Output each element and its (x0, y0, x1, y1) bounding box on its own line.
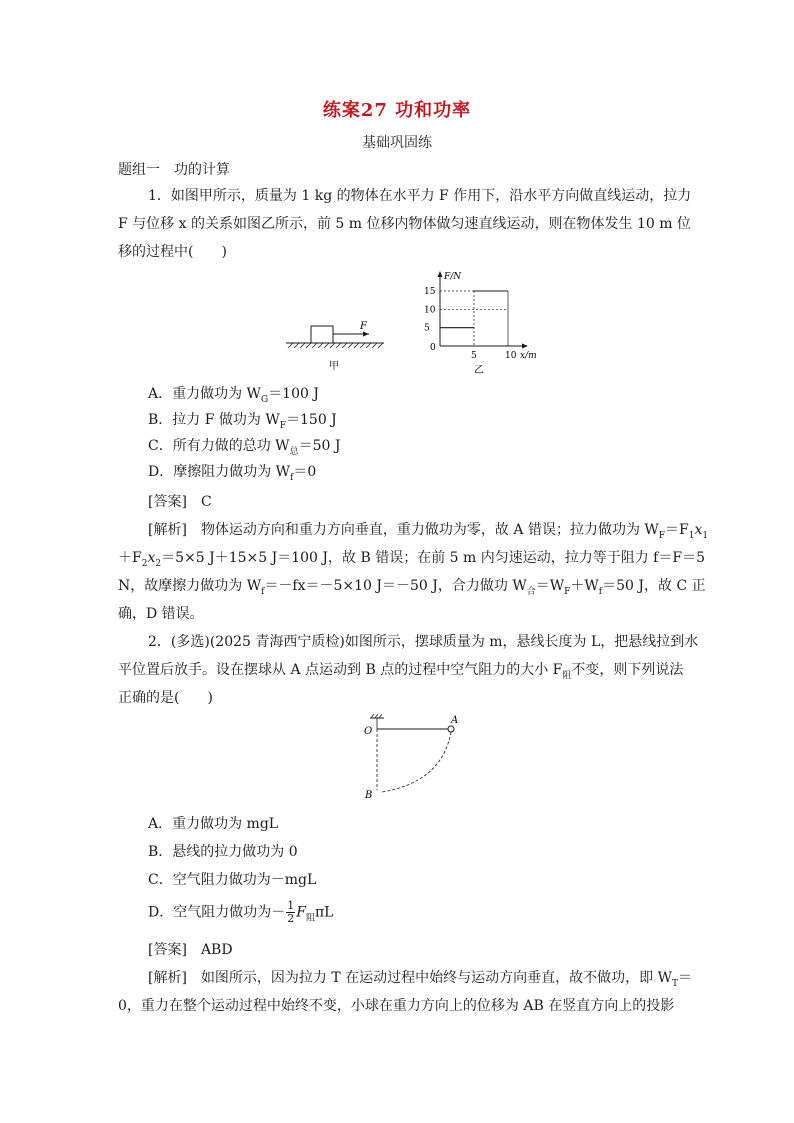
origin-label: 0 (430, 343, 436, 353)
q1-figure-yi-chart (418, 270, 538, 376)
q2-option-b[interactable]: B．悬线的拉力做功为 0 (148, 844, 298, 860)
y-tick-label: 5 (424, 323, 430, 334)
q2-text-l2-sub: 阻 (562, 670, 572, 681)
q2-pendulum-figure (362, 712, 472, 802)
q1-figure-jia (284, 312, 394, 372)
x-tick-label: 10 (505, 351, 517, 361)
q1-analysis-l3-tail: ＝－fx＝－5×10 J＝－50 J，合力做功 W (264, 578, 527, 594)
point-a-label: A (451, 715, 459, 726)
q1-option-a-tail: ＝100 J (268, 386, 319, 402)
q1-option-b-sub: F (279, 420, 286, 431)
q1-option-d-text: D．摩擦阻力做功为 W (148, 464, 291, 480)
y-axis-arrow (438, 271, 443, 277)
page-title: 练案27 功和功率 (322, 100, 472, 121)
q1-answer-value: C (200, 494, 212, 510)
q1-analysis-line-4: 确，D 错误。 (118, 606, 204, 622)
q1-option-c-tail: ＝50 J (298, 438, 341, 454)
sub-1: 1 (688, 530, 695, 541)
q1-analysis-l1-text: 物体运动方向和重力方向垂直，重力做功为零，故 A 错误；拉力做功为 W (200, 522, 659, 538)
y-tick-label: 10 (424, 305, 436, 316)
sub-F: F (658, 530, 666, 541)
q1-analysis-l3-text: N，故摩擦力做功为 W (118, 578, 262, 594)
q1-option-b[interactable] (148, 410, 337, 436)
arc-path (382, 732, 451, 792)
force-label: F (360, 321, 367, 332)
q1-option-a[interactable] (148, 384, 319, 410)
q1-analysis-line-3 (118, 576, 706, 602)
sub-f: f (261, 586, 265, 597)
q1-answer (148, 492, 212, 512)
q1-text-line-2: F 与位移 x 的关系如图乙所示，前 5 m 位移内物体做匀速直线运动，则在物体发生 10 m 位 (118, 216, 691, 232)
sub-F2: F (564, 586, 571, 597)
q1-text-line-3: 移的过程中( ) (118, 244, 227, 260)
q1-option-b-text: B．拉力 F 做功为 W (148, 412, 280, 428)
q1-option-c[interactable] (148, 436, 340, 462)
q2-analysis-l1-sub: T (672, 978, 679, 989)
q2-option-a[interactable]: A．重力做功为 mgL (148, 816, 279, 832)
sub-he: 合 (526, 586, 536, 597)
point-b-label: B (365, 790, 373, 801)
x-axis-label: x/m (520, 351, 537, 361)
q2-option-d-f: F (296, 904, 306, 921)
q1-analysis-line-1: [解析] 物体运动方向和重力方向垂直，重力做功为零，故 A 错误；拉力做功为 $W_F=F_1x_1$ (148, 522, 709, 541)
point-o-label: O (364, 726, 373, 737)
q1-analysis-line-2: $+F_2x_2=5\times 5$ J＋15×5 J＝100 J，故 B 错误；在前 5 m 内匀速运动，拉力等于阻力 f＝F＝5 (118, 550, 705, 569)
q2-option-d-text: D．空气阻力做功为－ (148, 904, 286, 921)
section-subtitle: 基础巩固练 (362, 135, 432, 151)
force-arrow-head (363, 332, 369, 337)
fraction-denominator: 2 (287, 912, 295, 925)
q2-text-l2-main: 平位置后放手。设在摆球从 A 点运动到 B 点的过程中空气阻力的大小 F (118, 662, 563, 678)
figure-jia-label: 甲 (329, 361, 339, 372)
q2-option-d-sub: 阻 (305, 913, 315, 924)
sub-1b: 1 (702, 530, 709, 541)
fraction-one-half (286, 900, 295, 925)
figure-yi-label: 乙 (474, 365, 484, 376)
q2-analysis-tag: [解析] (148, 970, 187, 986)
block-shape (311, 326, 333, 343)
q2-text-line-2 (118, 660, 684, 686)
q1-analysis-l3-tail2: ＝W (535, 578, 565, 594)
q1-option-a-text: A．重力做功为 W (148, 386, 261, 402)
q2-answer-value: ABD (200, 942, 233, 958)
x-axis-arrow (522, 344, 528, 349)
q2-answer-tag: [答案] (148, 942, 187, 958)
q1-analysis-l3-tail4: ＝50 J，故 C 正 (602, 578, 706, 594)
q2-option-d[interactable] (148, 900, 333, 928)
q1-option-d-tail: ＝0 (293, 464, 317, 480)
sub-2: 2 (141, 558, 148, 569)
ceiling-hatch (371, 714, 382, 718)
q2-text-l2-tail: 不变，则下列说法 (571, 662, 684, 678)
q2-analysis-line-2: 0，重力在整个运动过程中始终不变，小球在重力方向上的位移为 AB 在竖直方向上的投影 (118, 998, 675, 1014)
y-tick-label: 15 (424, 287, 436, 297)
q1-option-c-text: C．所有力做的总功 W (148, 438, 290, 454)
q2-option-d-end: πL (314, 904, 334, 921)
q1-option-d[interactable] (148, 462, 316, 488)
x-tick-label: 5 (471, 351, 477, 361)
q2-text-line-1: 2．(多选)(2025 青海西宁质检)如图所示，摆球质量为 m，悬线长度为 L，把悬线拉到水 (148, 634, 699, 650)
q2-answer (148, 940, 233, 960)
pendulum-ball (448, 726, 454, 732)
q1-option-d-sub: f (290, 472, 294, 483)
q1-option-a-sub: G (260, 394, 269, 405)
q1-answer-tag: [答案] (148, 494, 187, 510)
q2-analysis-line-1 (148, 968, 692, 994)
question-group-heading: 题组一 功的计算 (118, 162, 230, 178)
sub-2b: 2 (155, 558, 162, 569)
sub-f2: f (598, 586, 603, 597)
y-axis-label: F/N (444, 272, 462, 282)
q1-analysis-l2-tail: ＝5×5 J＋15×5 J＝100 J，故 B 错误；在前 5 m 内匀速运动，拉力等于阻力 f＝F＝5 (161, 550, 705, 566)
fraction-numerator: 1 (287, 899, 295, 912)
q1-analysis-l3-tail3: ＋W (570, 578, 599, 594)
q1-analysis-tag: [解析] (148, 522, 187, 538)
q1-option-b-tail: ＝150 J (286, 412, 337, 428)
q2-option-c[interactable]: C．空气阻力做功为－mgL (148, 872, 317, 888)
q1-text-line-1: 1．如图甲所示，质量为 1 kg 的物体在水平力 F 作用下，沿水平方向做直线运动，拉力 (148, 188, 692, 204)
q2-analysis-l1-text: 如图所示，因为拉力 T 在运动过程中始终与运动方向垂直，故不做功，即 W (200, 970, 673, 986)
q1-analysis-l2-text: ＋F (118, 550, 142, 566)
ground-hatch (288, 343, 383, 348)
q2-analysis-l1-tail: ＝ (678, 970, 693, 986)
q1-analysis-l1-tail: ＝F (665, 522, 689, 538)
q1-option-c-sub: 总 (289, 446, 299, 457)
q2-text-line-3: 正确的是( ) (118, 690, 213, 706)
